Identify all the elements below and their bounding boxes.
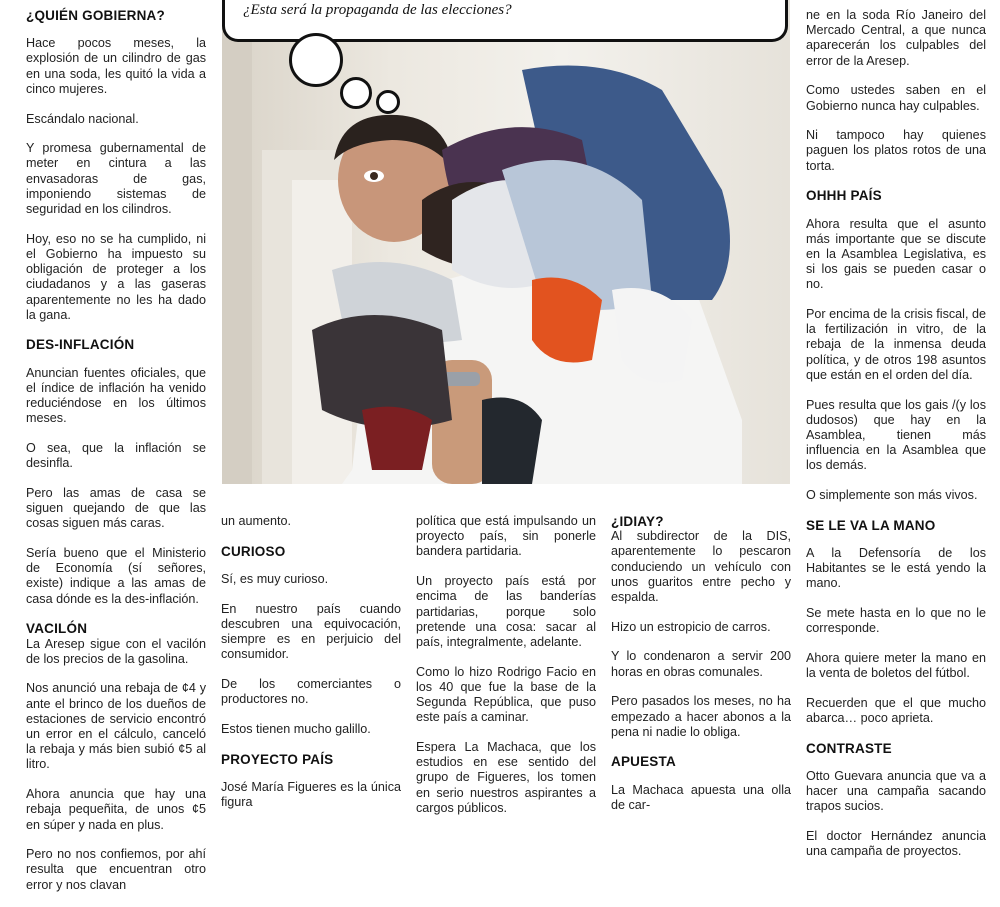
paragraph: Escándalo nacional. xyxy=(26,111,139,126)
paragraph: Hoy, eso no se ha cumplido, ni el Gobierno ha impuesto su obligación de proteger a los ciudadanos y a las gaseras aparentemente no les ha dado la gana. xyxy=(26,231,206,322)
section-heading: SE LE VA LA MANO xyxy=(806,517,936,533)
section-heading: DES-INFLACIÓN xyxy=(26,337,135,353)
paragraph: O sea, que la inflación se desinfla. xyxy=(26,440,206,471)
thought-bubble-circle-medium xyxy=(340,77,372,109)
man-pupil xyxy=(370,172,378,180)
column-2 xyxy=(221,514,401,825)
paragraph: Otto Guevara anuncia que va a hacer una campaña sacando trapos sucios. xyxy=(806,769,986,814)
paragraph: un aumento. xyxy=(221,514,292,528)
paragraph: Pues resulta que los gais /(y los dudosos) que hay en la Asamblea, tienen más influencia en la Asamblea que los demás. xyxy=(806,397,986,473)
paragraph: Ahora quiere meter la mano en la venta de boletos del fútbol. xyxy=(806,651,986,681)
paragraph: El doctor Hernández anuncia una campaña de proyectos. xyxy=(806,829,986,859)
paragraph: Sí, es muy curioso. xyxy=(221,571,329,586)
paragraph: Al subdirector de la DIS, aparentemente lo pescaron conduciendo un vehículo con unos guaritos entre pecho y espalda. xyxy=(611,529,791,605)
paragraph: Ahora anuncia que hay una rebaja pequeñita, de unos ¢5 en súper y nada en plus. xyxy=(26,787,206,832)
paragraph: Espera La Machaca, que los estudios en ese sentido del grupo de Figueres, los tomen en serio nuestros aspirantes a cargos públicos. xyxy=(416,739,596,815)
paragraph: Hace pocos meses, la explosión de un cilindro de gas en una soda, les quitó la vida a cinco mujeres. xyxy=(26,36,206,96)
paragraph: Un proyecto país está por encima de las banderías partidarias, porque solo pretende una cosa: sacar al país, integralmente, adelante. xyxy=(416,574,596,649)
paragraph: Como lo hizo Rodrigo Facio en los 40 que fue la base de la Segunda República, que puso este país a caminar. xyxy=(416,664,596,725)
paragraph: De los comerciantes o productores no. xyxy=(221,676,401,707)
paragraph: Ahora resulta que el asunto más importante que se discute en la Asamblea Legislativa, es si los gais se pueden casar o no. xyxy=(806,216,986,292)
paragraph: Anuncian fuentes oficiales, que el índice de inflación ha venido reduciéndose en los últimos meses. xyxy=(26,365,206,426)
thought-bubble-circle-small xyxy=(376,90,400,114)
paragraph: Pero no nos confiemos, por ahí resulta que encuentran otro error y nos clavan xyxy=(26,847,206,892)
section-heading: CURIOSO xyxy=(221,543,286,559)
column-4 xyxy=(611,514,791,828)
section-heading: VACILÓN xyxy=(26,621,88,637)
section-heading: CONTRASTE xyxy=(806,740,892,756)
red-cloth xyxy=(362,407,432,470)
black-cloth xyxy=(482,398,542,485)
paragraph: Por encima de la crisis fiscal, de la fertilización in vitro, de la rebaja de la inmensa deuda política, y de otros 198 asuntos que están en el orden del día. xyxy=(806,307,986,382)
paragraph: En nuestro país cuando descubren una equivocación, siempre es en perjuicio del consumidor. xyxy=(221,601,401,662)
section-heading: OHHH PAÍS xyxy=(806,188,882,204)
paragraph: Estos tienen mucho galillo. xyxy=(221,721,371,736)
paragraph: Se mete hasta en lo que no le corresponde. xyxy=(806,606,986,636)
paragraph: ne en la soda Río Janeiro del Mercado Central, a que nunca aparecerán los culpables del error de la Aresep. xyxy=(806,8,986,68)
section-heading: ¿QUIÉN GOBIERNA? xyxy=(26,8,165,23)
column-1 xyxy=(26,8,206,907)
column-5 xyxy=(806,8,986,874)
paragraph: Hizo un estropicio de carros. xyxy=(611,619,771,634)
paragraph: Y lo condenaron a servir 200 horas en obras comunales. xyxy=(611,649,791,679)
thought-bubble-text: ¿Esta será la propaganda de las elecciones? xyxy=(243,2,512,18)
paragraph: política que está impulsando un proyecto país, sin ponerle bandera partidaria. xyxy=(416,514,596,559)
paragraph: La Aresep sigue con el vacilón de los precios de la gasolina. xyxy=(26,636,206,666)
paragraph: A la Defensoría de los Habitantes se le está yendo la mano. xyxy=(806,545,986,591)
thought-bubble-circle-large xyxy=(289,33,343,87)
section-heading: ¿IDIAY? xyxy=(611,514,664,529)
paragraph: Pero las amas de casa se siguen quejando de que las cosas siguen más caras. xyxy=(26,485,206,531)
paragraph: José María Figueres es la única figura xyxy=(221,779,401,809)
section-heading: PROYECTO PAÍS xyxy=(221,751,334,767)
paragraph: Ni tampoco hay quienes paguen los platos rotos de una torta. xyxy=(806,128,986,173)
paragraph: O simplemente son más vivos. xyxy=(806,488,978,503)
paragraph: Pero pasados los meses, no ha empezado a hacer abonos a la pena ni nadie lo obliga. xyxy=(611,694,791,739)
paragraph: La Machaca apuesta una olla de car- xyxy=(611,782,791,812)
paragraph: Como ustedes saben en el Gobierno nunca hay culpables. xyxy=(806,83,986,113)
paragraph: Recuerden que el que mucho abarca… poco aprieta. xyxy=(806,695,986,726)
wall-shadow xyxy=(222,0,252,484)
column-3 xyxy=(416,514,596,830)
section-heading: APUESTA xyxy=(611,754,676,770)
paragraph: Nos anunció una rebaja de ¢4 y ante el brinco de los dueños de estaciones de servicio encontró un error en el cálculo, canceló la rebaja y más bien subió ¢5 al litro. xyxy=(26,681,206,772)
paragraph: Y promesa gubernamental de meter en cintura a las envasadoras de gas, imponiendo sistemas de seguridad en los cilindros. xyxy=(26,141,206,217)
paragraph: Sería bueno que el Ministerio de Economía (sí señores, existe) indique a las amas de casa dónde es la des-inflación. xyxy=(26,545,206,606)
